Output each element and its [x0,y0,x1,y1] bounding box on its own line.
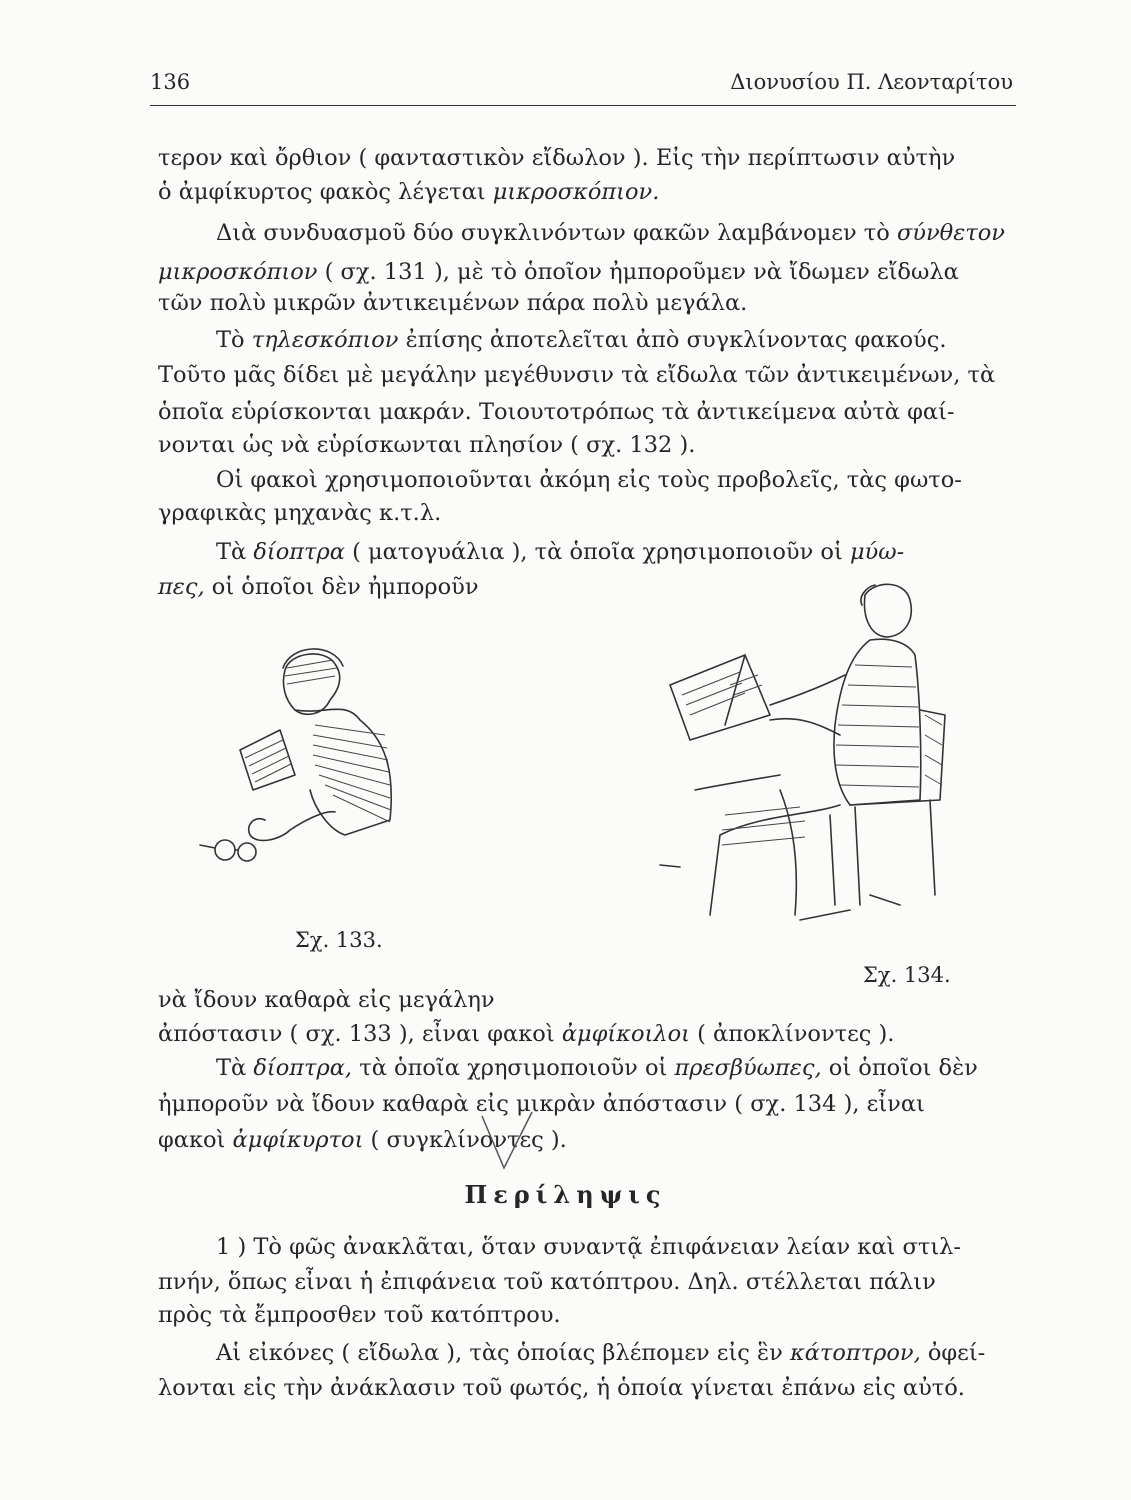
term-convex: ἀμφίκυρτοι [232,1127,364,1153]
term-mirror: κάτοπτρον, [789,1340,921,1366]
text-span: Διὰ συνδυασμοῦ δύο συγκλινόντων φακῶν λαμβάνομεν τὸ [216,220,897,246]
text-line [158,288,1014,318]
text-line [158,325,1014,355]
figure-133-illustration [195,640,420,890]
text-span: ἀπόστασιν ( σχ. 133 ), εἶναι φακοὶ [158,1021,562,1047]
term-spectacles: δίοπτρα, [253,1055,353,1081]
text-span: νὰ ἴδουν καθαρὰ εἰς μεγάλην [158,987,495,1013]
text-span: 1 ) Τὸ φῶς ἀνακλᾶται, ὅταν συναντᾷ ἐπιφάνειαν λείαν καὶ στιλ- [216,1234,962,1260]
summary-heading: Περίληψις [464,1180,667,1209]
term-myopes: πες, [158,574,205,600]
text-span: Τοῦτο μᾶς δίδει μὲ μεγάλην μεγέθυνσιν τὰ εἴδωλα τῶν ἀντικειμένων, τὰ [158,362,996,388]
text-line [158,143,1014,173]
text-line [158,360,1014,390]
text-span: τῶν πολὺ μικρῶν ἀντικειμένων πάρα πολὺ μεγάλα. [158,290,748,316]
text-span: τὰ ὁποῖα χρησιμοποιοῦν οἱ [352,1055,675,1081]
text-span: νονται ὡς νὰ εὑρίσκωνται πλησίον ( σχ. 132 ). [158,432,696,458]
text-span: οἱ ὁποῖοι δὲν ἠμποροῦν [204,574,479,600]
text-span: ὀφεί- [920,1340,986,1366]
text-span: ( ἀποκλίνοντες ). [689,1021,895,1047]
text-span: Τὸ [216,327,252,353]
term-spectacles: δίοπτρα [253,539,345,565]
text-line [158,177,1014,207]
text-span: ὁ ἀμφίκυρτος φακὸς λέγεται [158,179,493,205]
term-microscope: μικροσκόπιον [158,259,318,285]
text-line [158,537,1014,567]
term-concave: ἀμφίκοιλοι [561,1021,690,1047]
text-line [158,1019,1014,1049]
text-span: ἠμποροῦν νὰ ἴδουν καθαρὰ εἰς μικρὰν ἀπόστασιν ( σχ. 134 ), εἶναι [158,1091,925,1117]
text-line [158,218,1014,248]
text-line [158,1338,1014,1368]
text-line [158,465,1014,495]
text-line [158,985,1014,1015]
term-microscope: μικροσκόπιον. [492,179,660,205]
text-span: πρὸς τὰ ἔμπροσθεν τοῦ κατόπτρου. [158,1302,561,1328]
check-mark-icon [478,1110,538,1175]
text-span: Τὰ [216,1055,254,1081]
text-span: ἐπίσης ἀποτελεῖται ἀπὸ συγκλίνοντας φακούς. [398,327,947,353]
text-span: ( ματογυάλια ), τὰ ὁποῖα χρησιμοποιοῦν οἱ [344,539,850,565]
text-line [158,1267,1014,1297]
text-line [158,1300,1014,1330]
text-line [158,430,1014,460]
text-span: οἱ ὁποῖοι δὲν [821,1055,978,1081]
figure-133-caption: Σχ. 133. [295,928,383,952]
figure-134-illustration [630,575,960,935]
text-span: Αἱ εἰκόνες ( εἴδωλα ), τὰς ὁποίας βλέπομεν εἰς ἓν [216,1340,790,1366]
header-rule [150,105,1016,106]
text-span: ( σχ. 131 ), μὲ τὸ ὁποῖον ἠμποροῦμεν νὰ ἴδωμεν εἴδωλα [317,259,959,285]
text-line [158,257,1014,287]
text-span: Τὰ [216,539,254,565]
text-span: Οἱ φακοὶ χρησιμοποιοῦνται ἀκόμη εἰς τοὺς προβολεῖς, τὰς φωτο- [216,467,962,493]
text-line [158,1089,1014,1119]
text-span: φακοὶ [158,1127,233,1153]
text-group [158,1019,894,1049]
term-compound: σύνθετον [896,220,1005,246]
text-line [158,1125,1014,1155]
text-span: γραφικὰς μηχανὰς κ.τ.λ. [158,500,442,526]
text-span: πνήν, ὅπως εἶναι ἡ ἐπιφάνεια τοῦ κατόπτρου. Δηλ. στέλλεται πάλιν [158,1269,936,1295]
text-line [158,1373,1014,1403]
figure-134-caption: Σχ. 134. [863,963,951,987]
text-line [158,1053,1014,1083]
text-line [158,1232,1014,1262]
term-presbyopes: πρεσβύωπες, [674,1055,822,1081]
term-telescope: τηλεσκόπιον [251,327,399,353]
page-number: 136 [150,70,191,94]
running-title: Διονυσίου Π. Λεονταρίτου [730,70,1013,94]
term-myopes: μύω- [849,539,905,565]
text-span: ( συγκλίνοντες ). [363,1127,567,1153]
text-span: τερον καὶ ὄρθιον ( φανταστικὸν εἴδωλον ). Εἰς τὴν περίπτωσιν αὐτὴν [158,145,956,171]
text-line [158,397,1014,427]
text-line [158,498,1014,528]
text-span: ὁποῖα εὑρίσκονται μακράν. Τοιουτοτρόπως τὰ ἀντικείμενα αὐτὰ φαί- [158,399,955,425]
text-span: λονται εἰς τὴν ἀνάκλασιν τοῦ φωτός, ἡ ὁποία γίνεται ἐπάνω εἰς αὐτό. [158,1375,965,1401]
